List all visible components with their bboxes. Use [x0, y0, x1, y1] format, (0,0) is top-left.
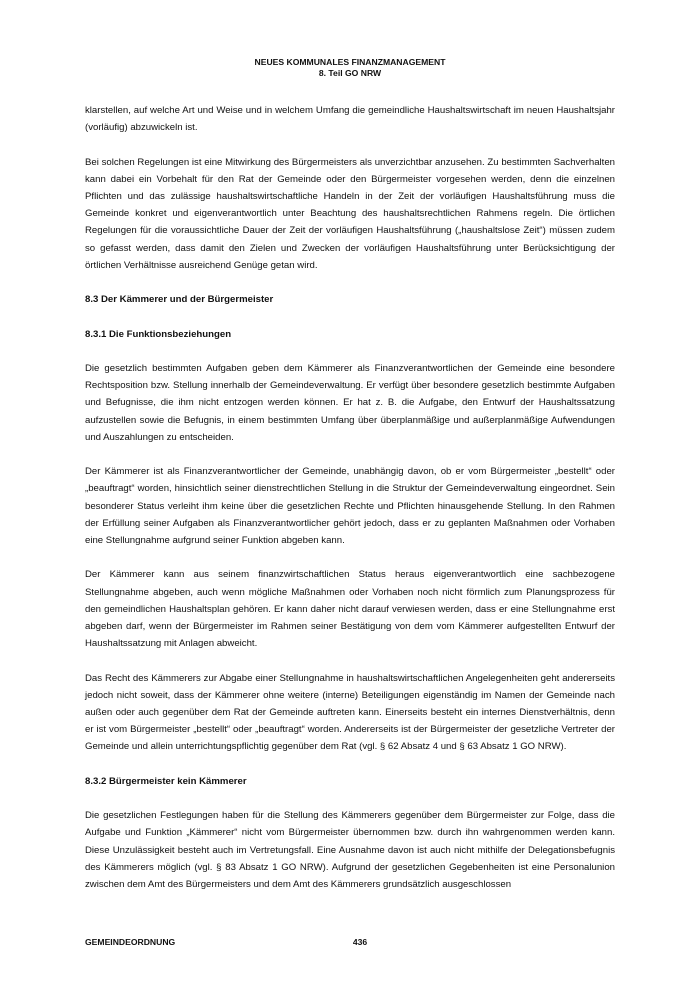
paragraph: Die gesetzlichen Festlegungen haben für die Stellung des Kämmerers gegenüber dem Bürgermeister zur Folge, dass die Aufgabe und Funktion „Kämmerer“ nicht vom Bürgermeister übernommen bzw. durch ihn wahrgenommen werden kann. Diese Unzulässigkeit besteht auch im Vertretungsfall. Eine Ausnahme davon ist auch nicht mithilfe der Delegationsbefugnis des Kämmerers möglich (vgl. § 83 Absatz 1 GO NRW). Aufgrund der gesetzlichen Gegebenheiten ist eine Personalunion zwischen dem Amt des Bürgermeisters und dem Amt des Kämmerers grundsätzlich ausgeschlossen: [85, 810, 615, 890]
paragraph: Das Recht des Kämmerers zur Abgabe einer Stellungnahme in haushaltswirtschaftlichen Angelegenheiten geht andererseits jedoch nicht soweit, dass der Kämmerer ohne weitere (interne) Beteiligungen eigenständig im Namen der Gemeinde nach außen oder auch gegenüber dem Rat der Gemeinde auftreten kann. Einerseits besteht ein internes Dienstverhältnis, denn er ist vom Bürgermeister „bestellt“ oder „beauftragt“ worden. Andererseits ist der Bürgermeister der gesetzliche Vertreter der Gemeinde und allein unterrichtungspflichtig gegenüber dem Rat (vgl. § 62 Absatz 4 und § 63 Absatz 1 GO NRW).: [85, 672, 615, 753]
section-heading-8-3-2: 8.3.2 Bürgermeister kein Kämmerer: [85, 775, 247, 787]
page-header: [0, 57, 700, 79]
paragraph: klarstellen, auf welche Art und Weise und in welchem Umfang die gemeindliche Haushaltswirtschaft im neuen Haushaltsjahr (vorläufig) abzuwickeln ist.: [85, 105, 615, 134]
paragraph: Die gesetzlich bestimmten Aufgaben geben dem Kämmerer als Finanzverantwortlichen der Gemeinde eine besondere Rechtsposition bzw. Stellung innerhalb der Gemeindeverwaltung. Er verfügt über besondere gesetzlich bestimmte Aufgaben und Befugnisse, die ihm nicht entzogen werden können. Er hat z. B. die Aufgabe, den Entwurf der Haushaltssatzung aufzustellen sowie die Befugnis, in einem bestimmten Umfang über überplanmäßige und außerplanmäßige Aufwendungen und Auszahlungen zu entscheiden.: [85, 362, 615, 443]
paragraph: Bei solchen Regelungen ist eine Mitwirkung des Bürgermeisters als unverzichtbar anzusehen. Zu bestimmten Sachverhalten kann dabei ein Vorbehalt für den Rat der Gemeinde oder den Bürgermeister vorgesehen werden, denn die einzelnen Pflichten und das zulässige haushaltswirtschaftliche Handeln in der Zeit der vorläufigen Haushaltsführung muss die Gemeinde konkret und eigenverantwortlich unter Beachtung des haushaltsrechtlichen Rahmens regeln. Die örtlichen Regelungen für die voraussichtliche Dauer der Zeit der vorläufigen Haushaltsführung („haushaltslose Zeit“) müssen zudem so gefasst werden, dass damit den Zielen und Zwecken der vorläufigen Haushaltsführung unter Berücksichtigung der örtlichen Verhältnisse ausreichend Genüge getan wird.: [85, 156, 615, 271]
footer-label: GEMEINDEORDNUNG: [85, 937, 176, 947]
page-number: 436: [352, 937, 368, 947]
section-heading-8-3: 8.3 Der Kämmerer und der Bürgermeister: [85, 294, 274, 306]
paragraph: Der Kämmerer kann aus seinem finanzwirtschaftlichen Status heraus eigenverantwortlich eine sachbezogene Stellungnahme abgeben, auch wenn mögliche Maßnahmen oder Vorhaben noch nicht förmlich zum Planungsprozess für den gemeindlichen Haushaltsplan gehören. Er kann daher nicht darauf verwiesen werden, dass er eine Stellungnahme erst abgeben darf, wenn der Bürgermeister im Rahmen seiner Bestätigung von dem vom Kämmerer aufgestellten Entwurf der Haushaltssatzung mit Anlagen abweicht.: [85, 569, 615, 650]
paragraph: Der Kämmerer ist als Finanzverantwortlicher der Gemeinde, unabhängig davon, ob er vom Bürgermeister „bestellt“ oder „beauftragt“ worden, hinsichtlich seiner dienstrechtlichen Stellung in die Struktur der Gemeindeverwaltung eingeordnet. Sein besonderer Status verleiht ihm keine über die gesetzlichen Rechte und Pflichten hinausgehende Stellung. In den Rahmen der Erfüllung seiner Aufgaben als Finanzverantwortlicher gehört jedoch, dass er zu geplanten Maßnahmen oder Vorhaben eine Stellungnahme aufgrund seiner Funktion abgeben kann.: [85, 466, 615, 546]
document-body: [85, 102, 615, 910]
header-title: NEUES KOMMUNALES FINANZMANAGEMENT: [254, 57, 446, 67]
section-heading-8-3-1: 8.3.1 Die Funktionsbeziehungen: [85, 328, 232, 340]
header-subtitle: 8. Teil GO NRW: [318, 68, 382, 78]
